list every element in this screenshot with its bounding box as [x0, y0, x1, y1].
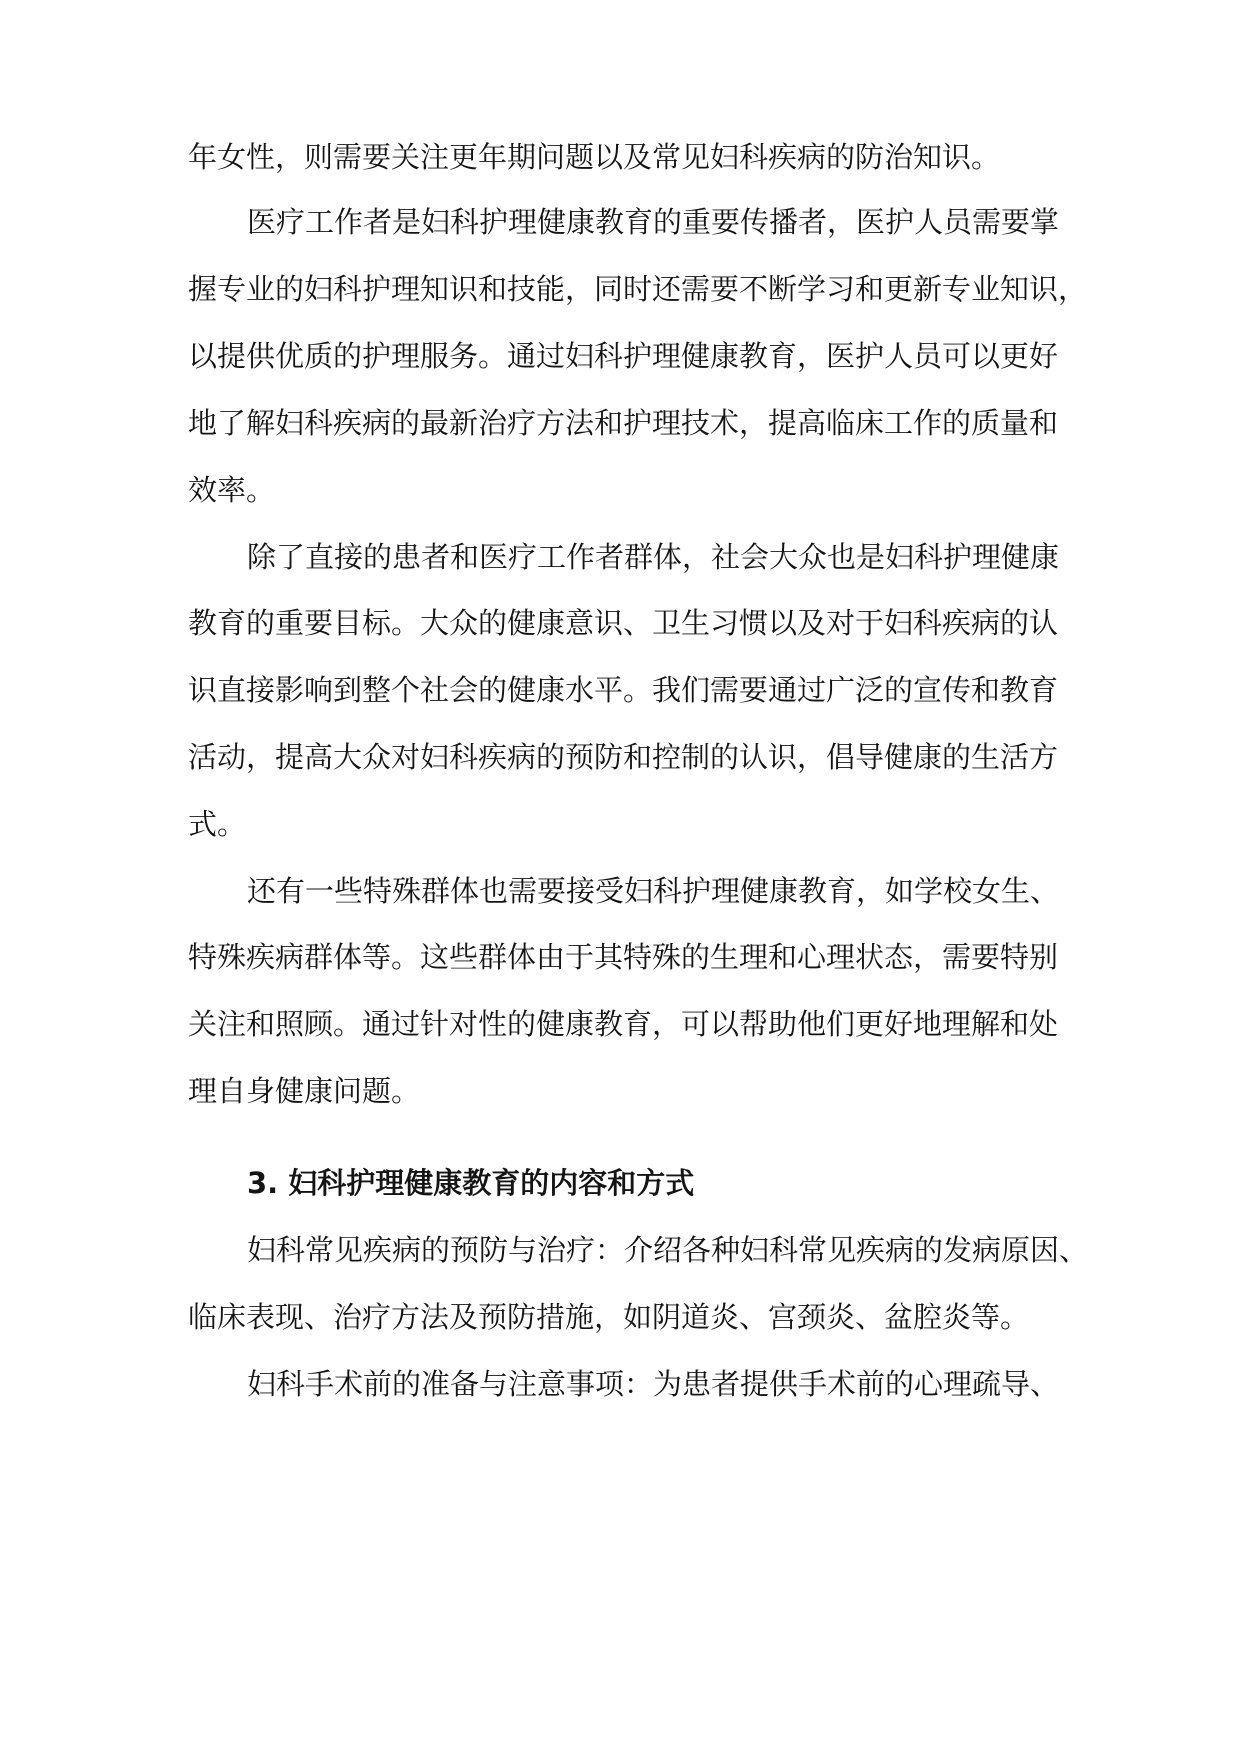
- text-line: 临床表现、治疗方法及预防措施，如阴道炎、宫颈炎、盆腔炎等。: [188, 1300, 1030, 1334]
- text-line: 效率。: [188, 473, 276, 507]
- section-heading: 3. 妇科护理健康教育的内容和方式: [247, 1166, 695, 1200]
- text-line: 年女性，则需要关注更年期问题以及常见妇科疾病的防治知识。: [188, 140, 1001, 174]
- text-line: 教育的重要目标。大众的健康意识、卫生习惯以及对于妇科疾病的认: [188, 606, 1059, 640]
- text-line: 活动，提高大众对妇科疾病的预防和控制的认识，倡导健康的生活方: [188, 740, 1059, 774]
- text-line: 妇科手术前的准备与注意事项：为患者提供手术前的心理疏导、: [247, 1367, 1060, 1401]
- text-line: 以提供优质的护理服务。通过妇科护理健康教育，医护人员可以更好: [188, 339, 1059, 373]
- text-line: 妇科常见疾病的预防与治疗：介绍各种妇科常见疾病的发病原因、: [247, 1233, 1089, 1267]
- text-line: 特殊疾病群体等。这些群体由于其特殊的生理和心理状态，需要特别: [188, 940, 1059, 974]
- text-line: 地了解妇科疾病的最新治疗方法和护理技术，提高临床工作的质量和: [188, 406, 1059, 440]
- text-line: 还有一些特殊群体也需要接受妇科护理健康教育，如学校女生、: [247, 874, 1060, 908]
- text-line: 理自身健康问题。: [188, 1074, 421, 1108]
- text-line: 除了直接的患者和医疗工作者群体，社会大众也是妇科护理健康: [247, 540, 1060, 574]
- text-line: 握专业的妇科护理知识和技能，同时还需要不断学习和更新专业知识，: [188, 272, 1088, 306]
- text-line: 关注和照顾。通过针对性的健康教育，可以帮助他们更好地理解和处: [188, 1007, 1059, 1041]
- text-line: 医疗工作者是妇科护理健康教育的重要传播者，医护人员需要掌: [247, 205, 1060, 239]
- text-line: 识直接影响到整个社会的健康水平。我们需要通过广泛的宣传和教育: [188, 673, 1059, 707]
- text-line: 式。: [188, 807, 247, 841]
